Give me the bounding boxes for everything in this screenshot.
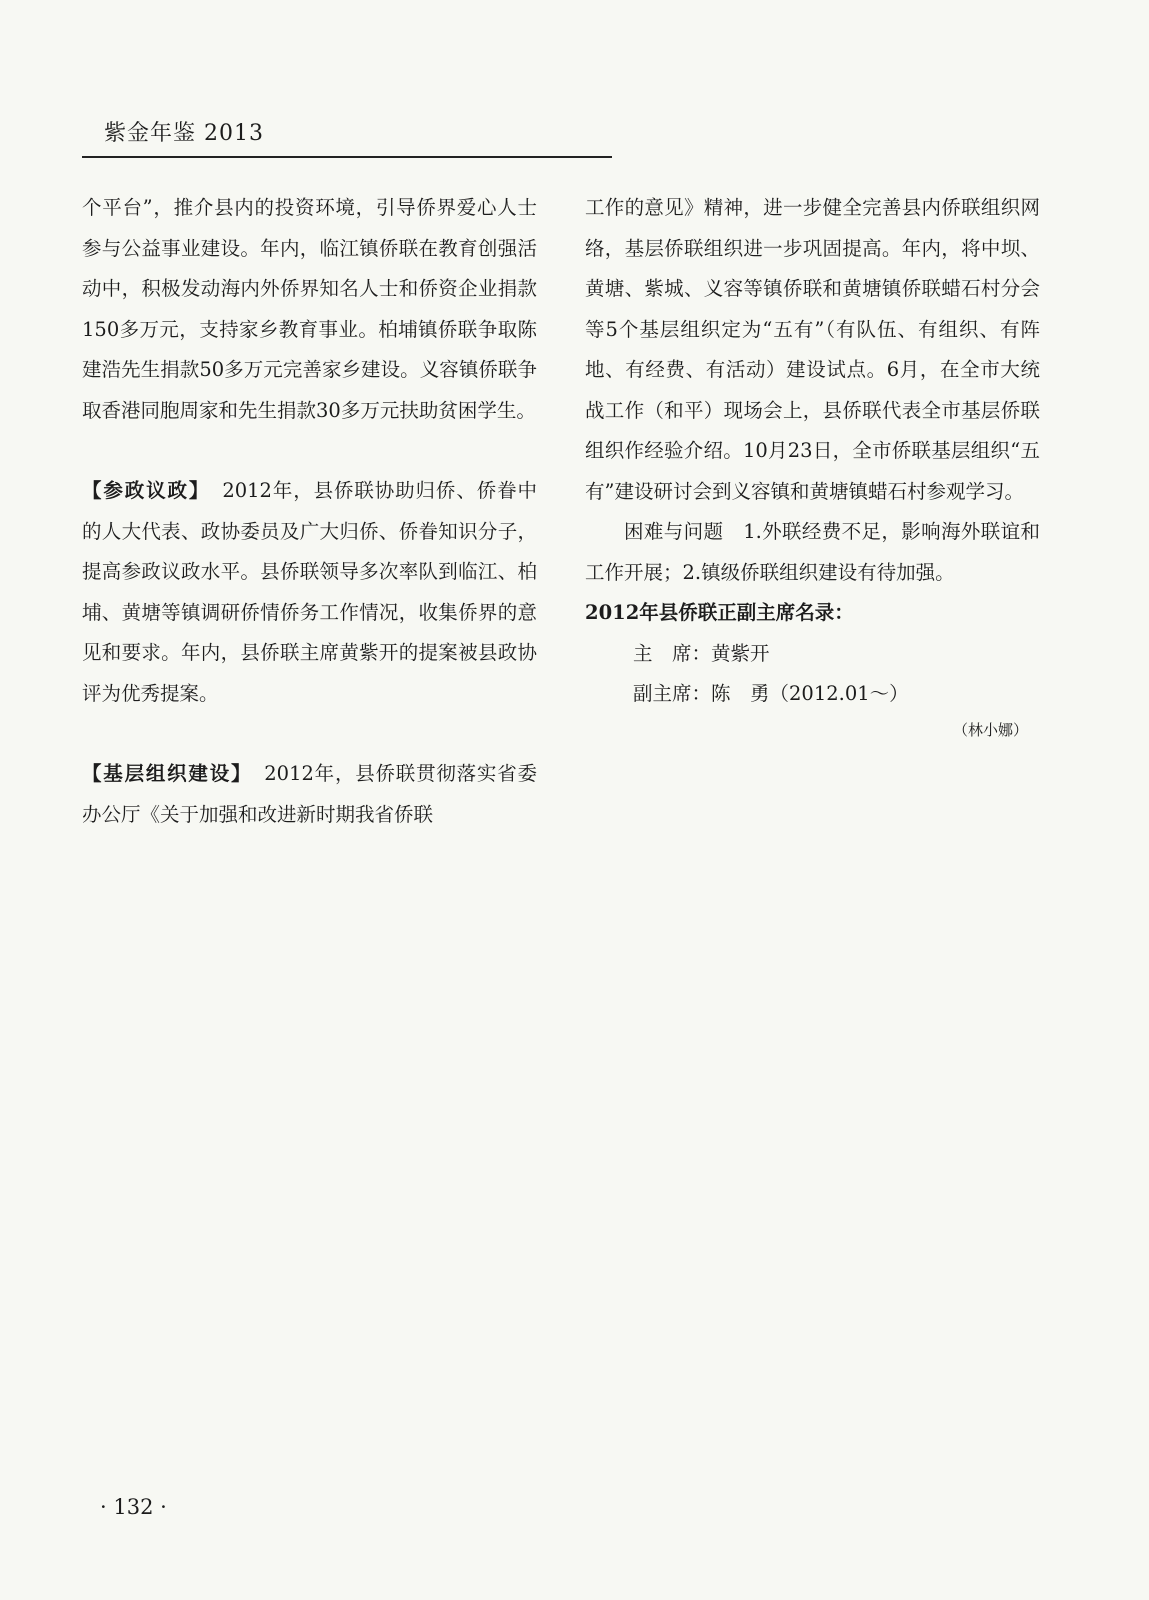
left-column bbox=[82, 188, 537, 835]
header-rule bbox=[82, 156, 612, 158]
section-grassroots-organization bbox=[82, 754, 537, 835]
page-number: · 132 · bbox=[100, 1495, 167, 1519]
leaders-vice-chairman: 副主席：陈 勇（2012.01～） bbox=[633, 682, 909, 705]
section-title-political: 【参政议政】 bbox=[82, 479, 211, 502]
section-text-political: 2012年，县侨联协助归侨、侨眷中的人大代表、政协委员及广大归侨、侨眷知识分子，提高参政议政水平。县侨联领导多次率队到临江、柏埔、黄塘等镇调研侨情侨务工作情况，收集侨界的意见和要求。年内，县侨联主席黄紫开的提案被县政协评为优秀提案。 bbox=[82, 479, 537, 705]
leaders-chairman: 主 席：黄紫开 bbox=[633, 641, 770, 665]
paragraph-gap bbox=[82, 714, 537, 754]
running-header: 紫金年鉴 2013 bbox=[104, 121, 264, 146]
section-title-grassroots: 【基层组织建设】 bbox=[82, 762, 253, 785]
author-credit: （林小娜） bbox=[952, 720, 1028, 739]
paragraph-gap bbox=[82, 431, 537, 471]
leaders-list-title: 2012年县侨联正副主席名录： bbox=[585, 601, 854, 624]
paragraph-investment: 个平台”，推介县内的投资环境，引导侨界爱心人士参与公益事业建设。年内，临江镇侨联在教育创强活动中，积极发动海内外侨界知名人士和侨资企业捐款150多万元，支持家乡教育事业。柏埔镇侨联争取陈建浩先生捐款50多万元完善家乡建设。义容镇侨联争取香港同胞周家和先生捐款30多万元扶助贫困学生。 bbox=[82, 196, 537, 422]
section-text-grassroots: 2012年，县侨联贯彻落实省委办公厅《关于加强和改进新时期我省侨联 bbox=[82, 762, 537, 826]
paragraph-problems: 困难与问题 1.外联经费不足，影响海外联谊和工作开展；2.镇级侨联组织建设有待加强。 bbox=[585, 520, 1040, 584]
paragraph-grassroots-continued: 工作的意见》精神，进一步健全完善县内侨联组织网络，基层侨联组织进一步巩固提高。年内，将中坝、黄塘、紫城、义容等镇侨联和黄塘镇侨联蜡石村分会等5个基层组织定为“五有”（有队伍、有组织、有阵地、有经费、有活动）建设试点。6月，在全市大统战工作（和平）现场会上，县侨联代表全市基层侨联组织作经验介绍。10月23日，全市侨联基层组织“五有”建设研讨会到义容镇和黄塘镇蜡石村参观学习。 bbox=[585, 196, 1040, 503]
section-political-participation bbox=[82, 471, 537, 714]
right-column bbox=[585, 188, 1040, 745]
